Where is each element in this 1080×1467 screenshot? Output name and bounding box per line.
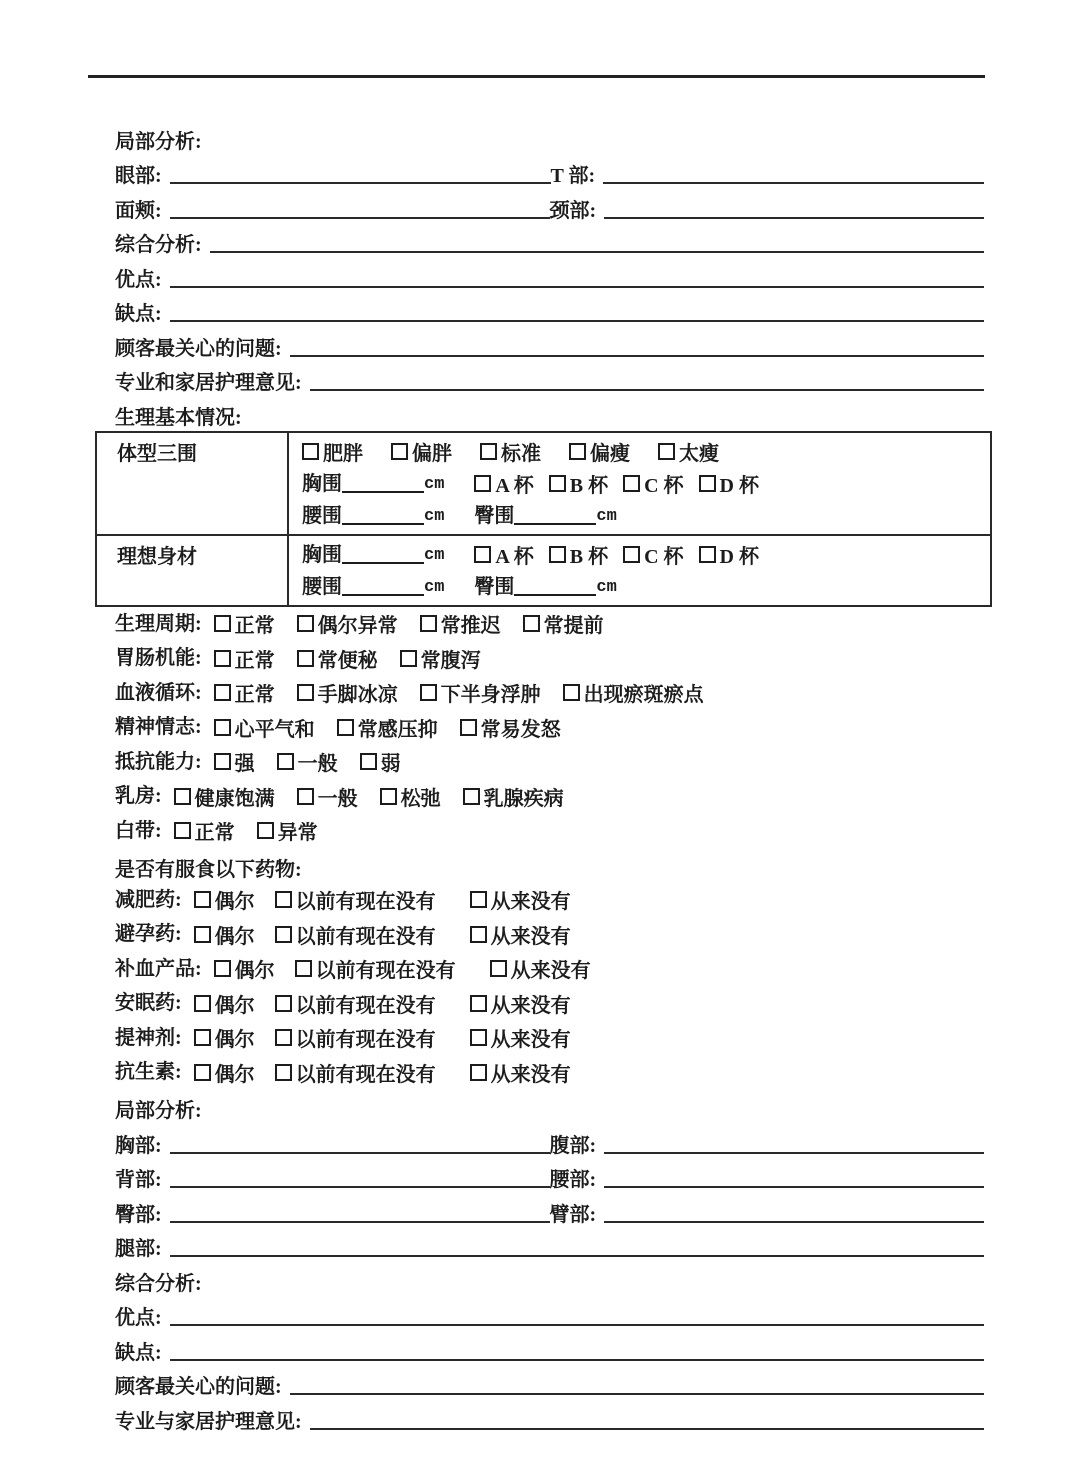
checkbox-icon[interactable] [194, 891, 211, 908]
option-label: 乳腺疾病 [483, 787, 564, 810]
checkbox-icon[interactable] [360, 753, 377, 770]
option-label: 偏胖 [412, 443, 452, 465]
checkbox-option[interactable] [297, 644, 378, 673]
checkbox-option[interactable] [623, 469, 683, 498]
row-strengths [115, 258, 984, 293]
blank-line[interactable] [170, 1359, 984, 1361]
row-chest-abdomen [115, 1124, 984, 1159]
checkbox-option[interactable] [420, 609, 501, 638]
label-chest: 胸部: [115, 1134, 162, 1157]
checkbox-option[interactable] [194, 989, 255, 1018]
row-antibiotics [115, 1055, 984, 1090]
checkbox-icon[interactable] [337, 719, 354, 736]
measure-unit: cm [424, 577, 445, 597]
checkbox-option[interactable] [302, 437, 363, 466]
option-label: 下半身浮肿 [440, 684, 541, 707]
measure-unit: cm [424, 545, 445, 565]
checkbox-option[interactable] [623, 540, 683, 569]
checkbox-icon[interactable] [297, 650, 314, 667]
measure-label: 胸围 [302, 543, 342, 566]
label-cheek: 面颊: [115, 199, 162, 222]
bust-line [302, 468, 990, 500]
checkbox-option[interactable] [474, 540, 533, 569]
checkbox-option[interactable] [257, 816, 318, 845]
measure-blank[interactable] [342, 562, 424, 564]
checkbox-icon[interactable] [214, 650, 231, 667]
label-care-advice: 专业与家居护理意见: [115, 1410, 302, 1433]
row-stimulants [115, 1021, 984, 1056]
row-weaknesses [115, 293, 984, 328]
checkbox-option[interactable] [391, 437, 452, 466]
checkbox-option[interactable] [658, 437, 719, 466]
table-row-ideal-figure [96, 535, 991, 606]
row-care-advice-2 [115, 1400, 984, 1435]
row-eye-tzone [115, 155, 984, 190]
option-label: 正常 [194, 822, 235, 845]
option-label: 偶尔异常 [317, 615, 398, 638]
checkbox-icon[interactable] [214, 960, 231, 977]
checkbox-option[interactable] [297, 782, 358, 811]
blank-line[interactable] [170, 1255, 984, 1257]
section-title-label: 局部分析: [115, 130, 202, 153]
blank-line[interactable] [604, 1152, 984, 1154]
row-back-waist [115, 1159, 984, 1194]
option-label: 偶尔 [214, 1063, 255, 1086]
checkbox-icon[interactable] [699, 546, 716, 563]
option-label: 从来没有 [490, 925, 571, 948]
option-label: 偏瘦 [590, 443, 630, 465]
option-label: 出现瘀斑瘀点 [583, 684, 704, 707]
checkbox-icon[interactable] [275, 1064, 292, 1081]
option-label: 常推迟 [440, 615, 501, 638]
row-leukorrhea [115, 814, 984, 849]
table-header-body-type: 体型三围 [96, 432, 288, 535]
measure-label: 腰围 [302, 504, 342, 527]
checkbox-option[interactable] [480, 437, 541, 466]
blank-line[interactable] [170, 1221, 550, 1223]
option-label: 偶尔 [214, 891, 255, 914]
row-gastro-function [115, 641, 984, 676]
option-label: 常易发怒 [480, 718, 561, 741]
label-eye-area: 眼部: [115, 165, 162, 187]
label-customer-concerns: 顾客最关心的问题: [115, 337, 282, 360]
row-breast [115, 779, 984, 814]
row-diet-pills [115, 883, 984, 918]
measure-field-bust [302, 542, 444, 568]
checkbox-option[interactable] [214, 713, 315, 742]
field-label: 提神剂: [115, 1026, 182, 1049]
checkbox-icon[interactable] [297, 788, 314, 805]
checkbox-icon[interactable] [194, 995, 211, 1012]
table-cell-body-type [288, 432, 991, 535]
checkbox-icon[interactable] [480, 443, 497, 460]
measure-blank[interactable] [514, 594, 596, 596]
checkbox-icon[interactable] [214, 753, 231, 770]
option-label: 正常 [234, 649, 275, 672]
option-label: 偶尔 [234, 960, 275, 983]
row-resistance [115, 745, 984, 780]
measure-label: 臀围 [474, 504, 515, 527]
blank-line[interactable] [170, 286, 984, 288]
option-label: B 杯 [569, 475, 609, 497]
checkbox-icon[interactable] [470, 926, 487, 943]
checkbox-icon[interactable] [699, 475, 716, 492]
label-strengths: 优点: [115, 268, 162, 291]
option-label: 偶尔 [214, 994, 255, 1017]
field-label: 补血产品: [115, 957, 202, 980]
checkbox-icon[interactable] [420, 615, 437, 632]
checkbox-option[interactable] [470, 885, 571, 914]
checkbox-icon[interactable] [563, 684, 580, 701]
option-label: A 杯 [495, 475, 534, 497]
label-weaknesses: 缺点: [115, 1341, 162, 1364]
section-title-physiology [115, 396, 984, 431]
table-cell-ideal-figure [288, 535, 991, 606]
checkbox-option[interactable] [400, 644, 481, 673]
checkbox-icon[interactable] [174, 788, 191, 805]
blank-line[interactable] [290, 355, 984, 357]
checkbox-option[interactable] [275, 920, 436, 949]
checkbox-icon[interactable] [474, 475, 491, 492]
checkbox-option[interactable] [463, 782, 564, 811]
label-strengths: 优点: [115, 1307, 162, 1329]
checkbox-icon[interactable] [275, 926, 292, 943]
checkbox-icon[interactable] [194, 1064, 211, 1081]
label-leg: 腿部: [115, 1238, 162, 1260]
checkbox-icon[interactable] [420, 684, 437, 701]
option-label: 偶尔 [214, 925, 255, 948]
checkbox-option[interactable] [275, 989, 436, 1018]
blank-line[interactable] [310, 389, 984, 391]
option-label: 松弛 [400, 787, 441, 810]
row-weaknesses-2 [115, 1331, 984, 1366]
checkbox-option[interactable] [360, 747, 401, 776]
blank-line[interactable] [170, 1152, 550, 1154]
option-label: 以前有现在没有 [295, 1029, 436, 1052]
checkbox-icon[interactable] [549, 546, 566, 563]
measure-field-hip [474, 503, 616, 529]
checkbox-icon[interactable] [623, 546, 640, 563]
checkbox-option[interactable] [470, 989, 571, 1018]
blank-line[interactable] [604, 1186, 984, 1188]
body-type-options-line [302, 436, 990, 468]
checkbox-icon[interactable] [194, 926, 211, 943]
row-contraceptives [115, 917, 984, 952]
checkbox-option[interactable] [275, 1058, 436, 1087]
checkbox-option[interactable] [337, 713, 438, 742]
row-customer-concerns [115, 327, 984, 362]
checkbox-option[interactable] [214, 678, 275, 707]
option-label: 弱 [380, 753, 401, 776]
checkbox-option[interactable] [174, 816, 235, 845]
checkbox-icon[interactable] [549, 475, 566, 492]
checkbox-icon[interactable] [174, 822, 191, 839]
section-title-local-analysis [115, 120, 984, 155]
section-title-label: 局部分析: [115, 1100, 202, 1122]
checkbox-icon[interactable] [470, 995, 487, 1012]
measure-blank[interactable] [342, 594, 424, 596]
measure-unit: cm [596, 577, 617, 597]
checkbox-option[interactable] [420, 678, 541, 707]
checkbox-option[interactable] [470, 920, 571, 949]
section-title-medications [115, 848, 984, 883]
checkbox-option[interactable] [297, 609, 398, 638]
checkbox-option[interactable] [194, 1058, 255, 1087]
label-waist: 腰部: [549, 1169, 597, 1191]
checkbox-icon[interactable] [380, 788, 397, 805]
label-abdomen: 腹部: [549, 1134, 597, 1157]
field-label: 安眠药: [115, 992, 182, 1015]
measure-label: 胸围 [302, 472, 342, 495]
row-care-advice [115, 362, 984, 397]
row-overall-analysis [115, 224, 984, 259]
option-label: 以前有现在没有 [295, 1063, 436, 1086]
measurements-table [95, 431, 992, 607]
row-cheek-neck [115, 189, 984, 224]
field-label: 精神情志: [115, 716, 202, 739]
option-label: 以前有现在没有 [295, 925, 436, 948]
row-leg [115, 1228, 984, 1263]
option-label: D 杯 [719, 475, 759, 497]
option-label: A 杯 [495, 546, 534, 568]
label-neck: 颈部: [549, 199, 597, 222]
section-title-overall-analysis [115, 1262, 984, 1297]
option-label: 以前有现在没有 [315, 960, 456, 983]
checkbox-icon[interactable] [302, 443, 319, 460]
blank-line[interactable] [170, 1186, 550, 1188]
checkbox-option[interactable] [214, 609, 275, 638]
row-hip-arm [115, 1193, 984, 1228]
option-label: 常腹泻 [420, 649, 481, 672]
option-label: B 杯 [569, 546, 609, 568]
checkbox-option[interactable] [295, 954, 456, 983]
checkbox-icon[interactable] [297, 615, 314, 632]
section-title-label: 生理基本情况: [115, 406, 242, 429]
row-blood-circulation [115, 676, 984, 711]
row-blood-tonic [115, 952, 984, 987]
checkbox-option[interactable] [699, 469, 759, 498]
checkbox-icon[interactable] [214, 719, 231, 736]
blank-line[interactable] [170, 320, 984, 322]
option-label: 正常 [234, 615, 275, 638]
option-label: 异常 [277, 822, 318, 845]
blank-line[interactable] [604, 1221, 984, 1223]
blank-line[interactable] [210, 251, 984, 253]
section-title-local-analysis-body [115, 1090, 984, 1125]
option-label: 从来没有 [490, 1063, 571, 1086]
blank-line[interactable] [603, 182, 984, 184]
checkbox-option[interactable] [194, 1023, 255, 1052]
option-label: 太瘦 [679, 443, 719, 465]
option-label: C 杯 [644, 475, 684, 497]
row-customer-concerns-2 [115, 1366, 984, 1401]
option-label: 手脚冰凉 [317, 684, 398, 707]
option-label: 正常 [234, 684, 275, 707]
option-label: 常感压抑 [357, 718, 438, 741]
checkbox-option[interactable] [470, 1058, 571, 1087]
checkbox-option[interactable] [563, 678, 704, 707]
option-label: 常便秘 [317, 649, 378, 672]
checkbox-icon[interactable] [470, 1029, 487, 1046]
blank-line[interactable] [170, 217, 550, 219]
field-label: 血液循环: [115, 681, 202, 704]
checkbox-icon[interactable] [623, 475, 640, 492]
checkbox-option[interactable] [214, 954, 275, 983]
checkbox-icon[interactable] [470, 1064, 487, 1081]
blank-line[interactable] [170, 1324, 984, 1326]
checkbox-icon[interactable] [490, 960, 507, 977]
field-label: 生理周期: [115, 612, 202, 635]
label-hip: 臀部: [115, 1203, 162, 1226]
checkbox-option[interactable] [549, 469, 608, 498]
option-label: 以前有现在没有 [295, 891, 436, 914]
checkbox-option[interactable] [380, 782, 441, 811]
row-mental-state [115, 710, 984, 745]
checkbox-option[interactable] [275, 885, 436, 914]
checkbox-option[interactable] [699, 540, 759, 569]
checkbox-icon[interactable] [400, 650, 417, 667]
measure-field-hip [474, 574, 616, 600]
option-label: 常提前 [543, 615, 604, 638]
checkbox-option[interactable] [460, 713, 561, 742]
checkbox-icon[interactable] [214, 684, 231, 701]
form-content [0, 78, 1080, 1435]
option-label: 从来没有 [490, 1029, 571, 1052]
option-label: 从来没有 [490, 891, 571, 914]
measure-unit: cm [424, 506, 445, 526]
measure-blank[interactable] [514, 523, 596, 525]
section-title-label: 综合分析: [115, 1272, 202, 1295]
checkbox-option[interactable] [470, 1023, 571, 1052]
option-label: 肥胖 [323, 443, 363, 465]
checkbox-option[interactable] [214, 644, 275, 673]
checkbox-option[interactable] [569, 437, 630, 466]
checkbox-icon[interactable] [277, 753, 294, 770]
option-label: 一般 [317, 787, 358, 810]
option-label: 从来没有 [510, 960, 591, 983]
checkbox-icon[interactable] [474, 546, 491, 563]
label-care-advice: 专业和家居护理意见: [115, 372, 302, 394]
row-menstrual-cycle [115, 607, 984, 642]
checkbox-icon[interactable] [391, 443, 408, 460]
checkbox-icon[interactable] [214, 615, 231, 632]
blank-line[interactable] [604, 217, 984, 219]
checkbox-icon[interactable] [257, 822, 274, 839]
label-overall-analysis: 综合分析: [115, 234, 202, 256]
checkbox-icon[interactable] [194, 1029, 211, 1046]
option-label: 心平气和 [234, 718, 315, 741]
checkbox-icon[interactable] [470, 891, 487, 908]
checkbox-icon[interactable] [297, 684, 314, 701]
option-label: 强 [234, 753, 255, 776]
checkbox-icon[interactable] [658, 443, 675, 460]
blank-line[interactable] [310, 1428, 984, 1430]
waist-hip-line [302, 500, 990, 532]
measure-blank[interactable] [342, 491, 424, 493]
label-t-zone: T 部: [550, 165, 596, 187]
measure-field-waist [302, 574, 444, 600]
field-label: 抗生素: [115, 1061, 182, 1084]
option-label: 标准 [501, 443, 541, 465]
table-row-body-type [96, 432, 991, 535]
label-customer-concerns: 顾客最关心的问题: [115, 1376, 282, 1398]
blank-line[interactable] [170, 182, 551, 184]
table-header-ideal-figure: 理想身材 [96, 535, 288, 606]
option-label: 从来没有 [490, 994, 571, 1017]
section-title-label: 是否有服食以下药物: [115, 858, 302, 881]
checkbox-option[interactable] [297, 678, 398, 707]
checkbox-option[interactable] [490, 954, 591, 983]
checkbox-option[interactable] [275, 1023, 436, 1052]
checkbox-option[interactable] [523, 609, 604, 638]
row-strengths-2 [115, 1297, 984, 1332]
checkbox-option[interactable] [474, 469, 533, 498]
field-label: 减肥药: [115, 888, 182, 911]
checkbox-option[interactable] [174, 782, 275, 811]
checkbox-icon[interactable] [463, 788, 480, 805]
label-arm: 臂部: [549, 1203, 597, 1226]
label-back: 背部: [115, 1169, 162, 1191]
ideal-waist-hip-line [302, 571, 990, 603]
option-label: 一般 [297, 753, 338, 776]
checkbox-icon[interactable] [460, 719, 477, 736]
measure-label: 腰围 [302, 575, 342, 598]
checkbox-option[interactable] [214, 747, 255, 776]
ideal-bust-line [302, 539, 990, 571]
measure-label: 臀围 [474, 575, 515, 598]
checkbox-option[interactable] [277, 747, 338, 776]
checkbox-icon[interactable] [275, 891, 292, 908]
checkbox-icon[interactable] [569, 443, 586, 460]
label-weaknesses: 缺点: [115, 303, 162, 325]
checkbox-icon[interactable] [523, 615, 540, 632]
option-label: C 杯 [644, 546, 684, 568]
checkbox-icon[interactable] [295, 960, 312, 977]
field-label: 避孕药: [115, 923, 182, 946]
measure-unit: cm [424, 474, 445, 494]
measure-blank[interactable] [342, 523, 424, 525]
option-label: 偶尔 [214, 1029, 255, 1052]
option-label: 以前有现在没有 [295, 994, 436, 1017]
field-label: 乳房: [115, 785, 162, 808]
option-label: D 杯 [719, 546, 759, 568]
measure-unit: cm [596, 506, 617, 526]
measure-field-bust [302, 471, 444, 497]
field-label: 白带: [115, 819, 162, 842]
checkbox-option[interactable] [549, 540, 608, 569]
measure-field-waist [302, 503, 444, 529]
checkbox-icon[interactable] [275, 995, 292, 1012]
checkbox-option[interactable] [194, 885, 255, 914]
field-label: 抵抗能力: [115, 750, 202, 773]
row-sleeping-pills [115, 986, 984, 1021]
field-label: 胃肠机能: [115, 647, 202, 670]
checkbox-option[interactable] [194, 920, 255, 949]
blank-line[interactable] [290, 1393, 984, 1395]
checkbox-icon[interactable] [275, 1029, 292, 1046]
option-label: 健康饱满 [194, 787, 275, 810]
